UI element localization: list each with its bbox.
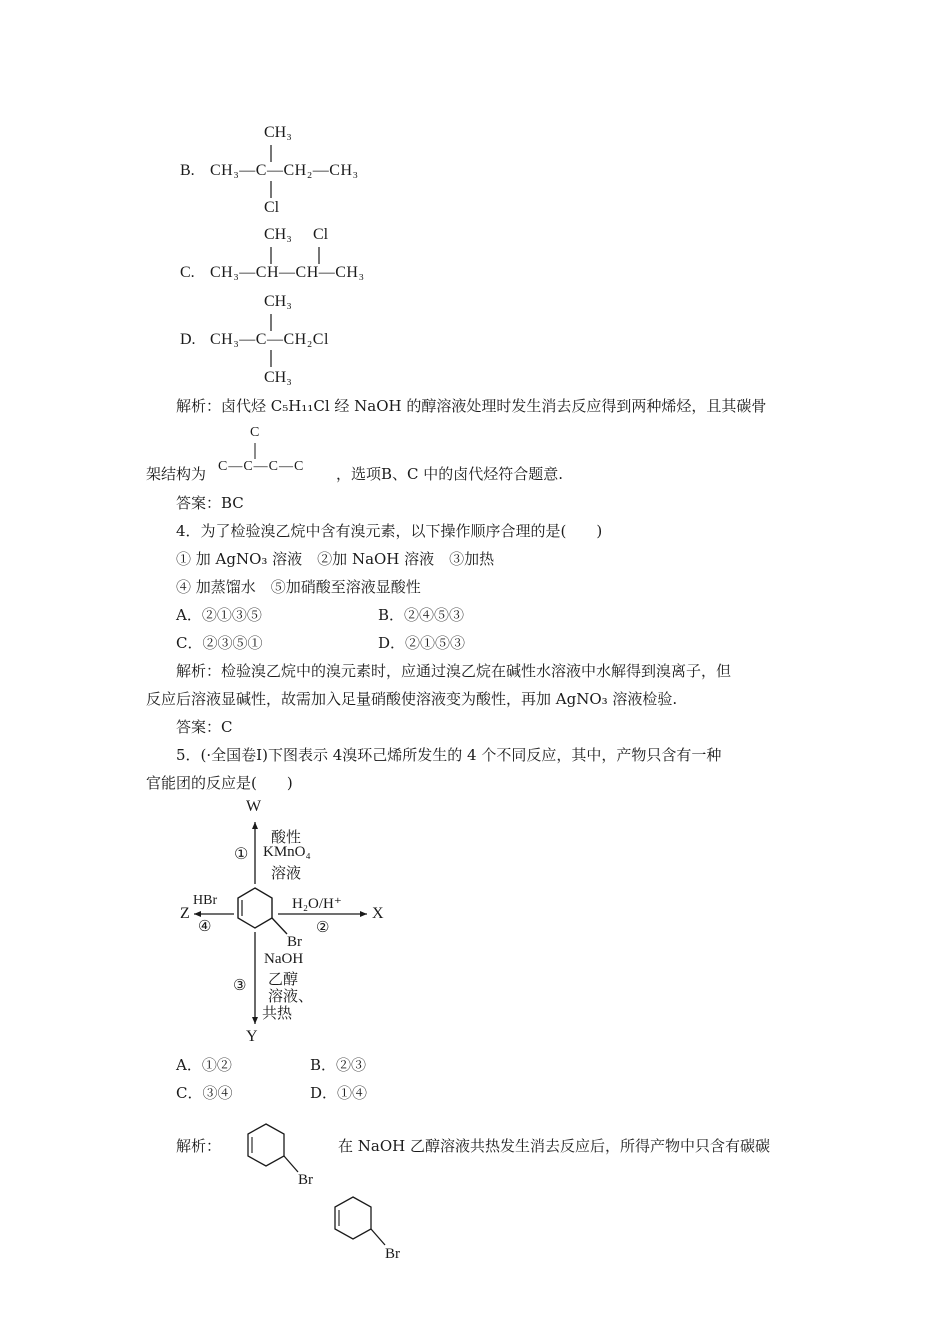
q4-answer: 答案：C: [176, 718, 233, 736]
reaction-2-reagent: H₂O/H⁺: [292, 896, 342, 912]
q4-option-b: B．②④⑤③: [378, 606, 465, 624]
reaction-4-number: ④: [198, 919, 212, 935]
q3-answer: 答案：BC: [176, 494, 244, 512]
product-y: Y: [246, 1028, 258, 1045]
option-c-main-chain: CH₃—CH—CH—CH₃: [210, 264, 365, 281]
reaction-3-reagent-line1: NaOH: [264, 951, 304, 967]
reaction-3-reagent-line2: 乙醇: [268, 972, 299, 988]
q4-option-d: D．②①⑤③: [378, 634, 466, 652]
option-d-bottom-group: CH₃: [264, 369, 292, 386]
reaction-3-number: ③: [233, 978, 247, 994]
q4-option-c: C．②③⑤①: [176, 634, 263, 652]
carbon-skeleton-chain: C—C—C—C: [218, 459, 305, 474]
reaction-3-reagent-line3: 溶液、: [268, 989, 314, 1005]
structure-1-bromine: Br: [298, 1172, 313, 1188]
option-d-top-group: CH₃: [264, 293, 292, 310]
option-c-top-left: CH₃: [264, 226, 292, 243]
reaction-1-reagent-line1: 酸性: [271, 830, 302, 846]
option-c-label: C.: [180, 264, 195, 281]
q5-analysis-prefix: 解析：: [176, 1137, 222, 1155]
q4-operations-line2: ④ 加蒸馏水 ⑤加硝酸至溶液显酸性: [176, 578, 421, 596]
structure-2-bromine: Br: [385, 1246, 400, 1262]
reaction-1-reagent-line3: 溶液: [271, 866, 302, 882]
reaction-2-number: ②: [316, 920, 330, 936]
q5-analysis-text: 在 NaOH 乙醇溶液共热发生消去反应后，所得产物中只含有碳碳: [338, 1137, 770, 1155]
option-d-main-chain: CH₃—C—CH₂Cl: [210, 331, 329, 348]
q4-operations-line1: ① 加 AgNO₃ 溶液 ②加 NaOH 溶液 ③加热: [176, 550, 495, 568]
reaction-3-reagent-line4: 共热: [262, 1006, 293, 1022]
product-x: X: [372, 905, 384, 922]
q5-option-b: B．②③: [310, 1056, 367, 1074]
reaction-4-reagent: HBr: [193, 893, 218, 908]
q5-option-c: C．③④: [176, 1084, 233, 1102]
q3-analysis-line1: 解析：卤代烃 C₅H₁₁Cl 经 NaOH 的醇溶液处理时发生消去反应得到两种烯烃，且其碳骨: [176, 397, 767, 415]
product-z: Z: [180, 905, 190, 922]
option-b-main-chain: CH₃—C—CH₂—CH₃: [210, 162, 359, 179]
q4-stem: 4．为了检验溴乙烷中含有溴元素，以下操作顺序合理的是( ): [176, 522, 603, 540]
q5-option-d: D．①④: [310, 1084, 368, 1102]
q4-analysis-line1: 解析：检验溴乙烷中的溴元素时，应通过溴乙烷在碱性水溶液中水解得到溴离子，但: [176, 662, 732, 680]
option-b-label: B.: [180, 162, 195, 179]
q5-stem-line1: 5．(·全国卷Ⅰ)下图表示 4溴环己烯所发生的 4 个不同反应，其中，产物只含有一种: [176, 746, 722, 764]
q5-stem-line2: 官能团的反应是( ): [146, 774, 293, 792]
q4-option-a: A．②①③⑤: [176, 606, 262, 624]
option-c-top-right: Cl: [313, 226, 329, 243]
q4-analysis-line2: 反应后溶液显碱性，故需加入足量硝酸使溶液变为酸性，再加 AgNO₃ 溶液检验.: [146, 690, 678, 708]
skeleton-top-carbon: C: [250, 425, 260, 440]
product-w: W: [246, 798, 262, 815]
q3-analysis-line2-prefix: 架结构为: [146, 465, 207, 483]
q5-option-a: A．①②: [176, 1056, 232, 1074]
reaction-1-number: ①: [234, 846, 249, 863]
option-d-label: D.: [180, 331, 196, 348]
option-b-bottom-group: Cl: [264, 199, 280, 216]
option-b-top-group: CH₃: [264, 124, 292, 141]
ring-bromine-label: Br: [287, 934, 302, 950]
reaction-1-reagent-line2: KMnO₄: [263, 844, 311, 860]
q3-analysis-line2-suffix: ，选项B、C 中的卤代烃符合题意.: [336, 465, 564, 483]
